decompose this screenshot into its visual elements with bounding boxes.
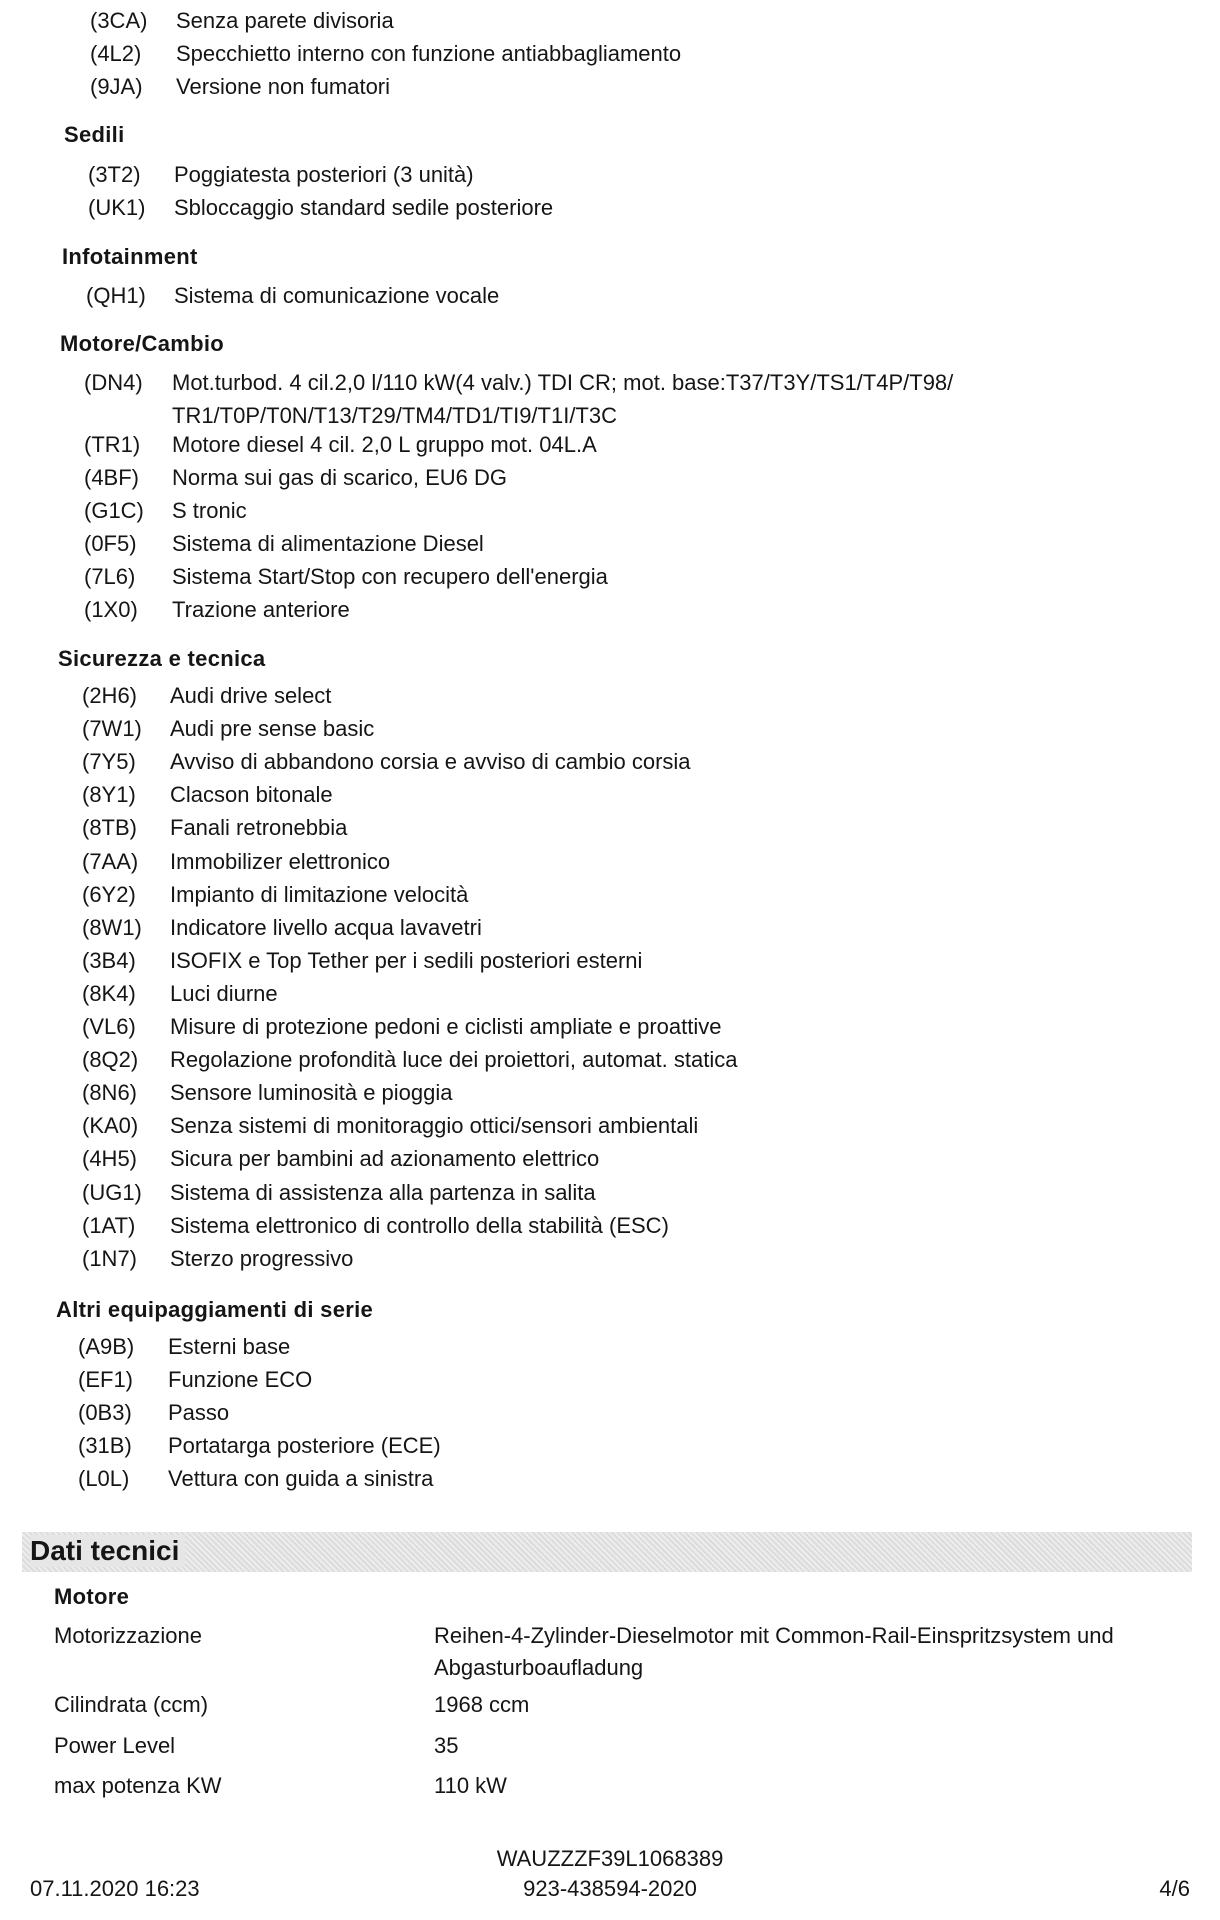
option-text: Luci diurne xyxy=(170,980,278,1006)
option-text: Vettura con guida a sinistra xyxy=(168,1466,434,1492)
spec-label: Motorizzazione xyxy=(54,1623,202,1648)
option-code: (UK1) xyxy=(88,195,146,220)
spec-label: max potenza KW xyxy=(54,1773,222,1798)
option-text: Motore diesel 4 cil. 2,0 L gruppo mot. 04L.A xyxy=(172,432,597,457)
option-text: Clacson bitonale xyxy=(170,782,333,808)
option-text: Fanali retronebbia xyxy=(170,815,348,841)
option-text: Sistema di comunicazione vocale xyxy=(174,283,500,308)
option-text: Versione non fumatori xyxy=(176,74,391,99)
option-text: ISOFIX e Top Tether per i sedili posteriori esterni xyxy=(170,947,643,973)
option-code: (8Q2) xyxy=(82,1047,139,1073)
option-text: Portatarga posteriore (ECE) xyxy=(168,1433,441,1459)
option-text: Immobilizer elettronico xyxy=(170,848,391,874)
option-text: Sbloccaggio standard sedile posteriore xyxy=(174,195,554,220)
option-text: Audi drive select xyxy=(170,683,332,708)
option-text: Senza parete divisoria xyxy=(176,8,394,33)
spec-label: Cilindrata (ccm) xyxy=(54,1692,209,1717)
option-text: Sistema di alimentazione Diesel xyxy=(172,531,484,556)
option-text: Mot.turbod. 4 cil.2,0 l/110 kW(4 valv.) TDI CR; mot. base:T37/T3Y/TS1/T4P/T98/ TR1/T0P/T0N/T13/T29/TM4/TD1/TI9/T1I/T3C xyxy=(172,370,954,428)
option-code: (8K4) xyxy=(82,980,136,1006)
section-heading-sicurezza: Sicurezza e tecnica xyxy=(58,646,266,671)
option-code: (7W1) xyxy=(82,716,142,742)
option-code: (2H6) xyxy=(82,683,138,708)
option-text: Impianto di limitazione velocità xyxy=(170,881,469,907)
option-text: Misure di protezione pedoni e ciclisti ampliate e proattive xyxy=(170,1014,722,1039)
option-code: (EF1) xyxy=(78,1367,133,1393)
option-text: S tronic xyxy=(172,498,247,523)
option-code: (1AT) xyxy=(82,1212,136,1238)
option-code: (QH1) xyxy=(86,283,146,308)
spec-label: Power Level xyxy=(54,1733,176,1758)
option-text: Sistema Start/Stop con recupero dell'energia xyxy=(172,564,608,589)
section-heading-altri: Altri equipaggiamenti di serie xyxy=(56,1297,374,1322)
option-code: (TR1) xyxy=(84,432,141,457)
option-code: (DN4) xyxy=(84,370,143,395)
option-text: Poggiatesta posteriori (3 unità) xyxy=(174,162,474,187)
option-code: (7AA) xyxy=(82,848,139,874)
option-text: Regolazione profondità luce dei proiettori, automat. statica xyxy=(170,1047,738,1073)
option-text: Avviso di abbandono corsia e avviso di cambio corsia xyxy=(170,749,691,775)
spec-value: 110 kW xyxy=(434,1773,507,1798)
option-text: Sistema elettronico di controllo della stabilità (ESC) xyxy=(170,1212,669,1238)
option-text: Esterni base xyxy=(168,1334,291,1359)
option-code: (L0L) xyxy=(78,1466,130,1492)
option-text: Sistema di assistenza alla partenza in salita xyxy=(170,1179,596,1205)
option-text: Norma sui gas di scarico, EU6 DG xyxy=(172,465,507,490)
spec-value: 1968 ccm xyxy=(434,1692,530,1717)
option-code: (6Y2) xyxy=(82,881,136,907)
option-text: Funzione ECO xyxy=(168,1367,313,1393)
option-text: Specchietto interno con funzione antiabbagliamento xyxy=(176,41,682,66)
option-code: (9JA) xyxy=(90,74,143,99)
option-code: (VL6) xyxy=(82,1014,136,1039)
option-code: (7L6) xyxy=(84,564,136,589)
option-code: (3B4) xyxy=(82,947,136,973)
option-code: (3T2) xyxy=(88,162,141,187)
option-code: (3CA) xyxy=(90,8,148,33)
section-heading-sedili: Sedili xyxy=(64,122,125,147)
option-code: (UG1) xyxy=(82,1179,142,1205)
option-text: Passo xyxy=(168,1400,230,1426)
option-text: Sicura per bambini ad azionamento elettrico xyxy=(170,1146,600,1172)
spec-row xyxy=(54,1689,1214,1721)
option-code: (7Y5) xyxy=(82,749,136,775)
option-code: (G1C) xyxy=(84,498,144,523)
section-heading-infotainment: Infotainment xyxy=(62,244,198,269)
section-band-dati-tecnici xyxy=(22,1532,1192,1572)
option-code: (A9B) xyxy=(78,1334,135,1359)
spec-row xyxy=(54,1620,1214,1684)
list-item xyxy=(84,366,1184,432)
option-code: (8N6) xyxy=(82,1080,138,1106)
spec-row xyxy=(54,1770,1214,1802)
section-heading-motore-cambio: Motore/Cambio xyxy=(60,331,225,356)
option-text: Sterzo progressivo xyxy=(170,1245,354,1271)
spec-row xyxy=(54,1730,1214,1762)
option-text: Audi pre sense basic xyxy=(170,716,375,742)
spec-value: Reihen-4-Zylinder-Dieselmotor mit Common-Rail-Einspritzsystem und Abgasturboaufladung xyxy=(434,1623,1114,1680)
option-code: (8TB) xyxy=(82,815,137,841)
footer-page-number: 4/6 xyxy=(1159,1876,1190,1901)
option-text: Senza sistemi di monitoraggio ottici/sensori ambientali xyxy=(170,1113,699,1139)
option-text: Sensore luminosità e pioggia xyxy=(170,1080,453,1106)
option-code: (KA0) xyxy=(82,1113,139,1139)
option-text: Trazione anteriore xyxy=(172,597,350,622)
footer-doc-number: 923-438594-2020 xyxy=(523,1876,697,1901)
option-code: (1X0) xyxy=(84,597,138,622)
option-code: (8W1) xyxy=(82,914,142,940)
option-code: (4H5) xyxy=(82,1146,138,1172)
option-code: (4L2) xyxy=(90,41,142,66)
spec-value: 35 xyxy=(434,1733,459,1758)
footer-datetime: 07.11.2020 16:23 xyxy=(30,1876,200,1901)
option-code: (31B) xyxy=(78,1433,132,1459)
option-text: Indicatore livello acqua lavavetri xyxy=(170,914,482,940)
option-code: (1N7) xyxy=(82,1245,138,1271)
footer-vin: WAUZZZF39L1068389 xyxy=(496,1846,724,1871)
section-title: Dati tecnici xyxy=(30,1535,185,1567)
subsection-heading-motore: Motore xyxy=(54,1584,130,1609)
option-code: (0B3) xyxy=(78,1400,132,1426)
option-code: (4BF) xyxy=(84,465,139,490)
option-code: (0F5) xyxy=(84,531,137,556)
option-code: (8Y1) xyxy=(82,782,136,808)
